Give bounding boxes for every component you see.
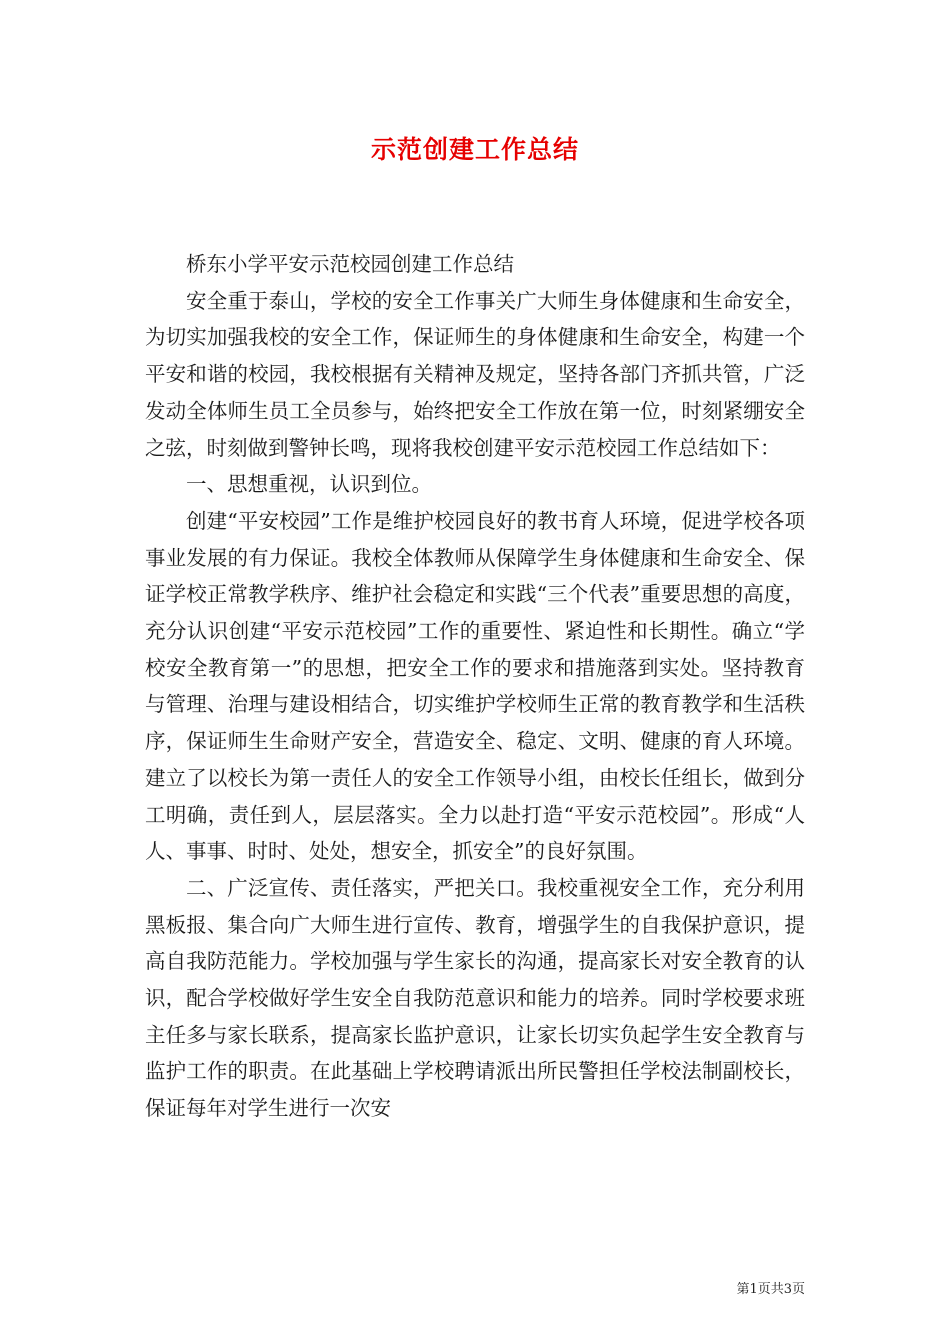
paragraph-intro: 安全重于泰山，学校的安全工作事关广大师生身体健康和生命安全，为切实加强我校的安全工作，保证师生的身体健康和生命安全，构建一个平安和谐的校园，我校根据有关精神及规定，坚持各部门齐抓共管，广泛发动全体师生员工全员参与，始终把安全工作放在第一位，时刻紧绷安全之弦，时刻做到警钟长鸣，现将我校创建平安示范校园工作总结如下： (145, 288, 805, 460)
page-title: 示范创建工作总结 (370, 135, 579, 164)
section-heading-1: 一、思想重视，认识到位。 (186, 472, 432, 497)
page-number: 第1页共3页 (736, 1282, 805, 1297)
paragraph-subtitle: 桥东小学平安示范校园创建工作总结 (186, 252, 514, 276)
document-body (145, 246, 805, 1127)
paragraph-section-1: 创建“平安校园”工作是维护校园良好的教书育人环境，促进学校各项事业发展的有力保证。我校全体教师从保障学生身体健康和生命安全、保证学校正常教学秩序、维护社会稳定和实践“三个代表”重要思想的高度，充分认识创建“平安示范校园”工作的重要性、紧迫性和长期性。确立“学校安全教育第一”的思想，把安全工作的要求和措施落到实处。坚持教育与管理、治理与建设相结合，切实维护学校师生正常的教育教学和生活秩序，保证师生生命财产安全，营造安全、稳定、文明、健康的育人环境。建立了以校长为第一责任人的安全工作领导小组，由校长任组长，做到分工明确，责任到人，层层落实。全力以赴打造“平安示范校园”。形成“人人、事事、时时、处处，想安全，抓安全”的良好氛围。 (145, 508, 805, 864)
paragraph-section-2: 二、广泛宣传、责任落实，严把关口。我校重视安全工作，充分利用黑板报、集合向广大师生进行宣传、教育，增强学生的自我保护意识，提高自我防范能力。学校加强与学生家长的沟通，提高家长对安全教育的认识，配合学校做好学生安全自我防范意识和能力的培养。同时学校要求班主任多与家长联系，提高家长监护意识，让家长切实负起学生安全教育与监护工作的职责。在此基础上学校聘请派出所民警担任学校法制副校长，保证每年对学生进行一次安 (145, 875, 805, 1121)
